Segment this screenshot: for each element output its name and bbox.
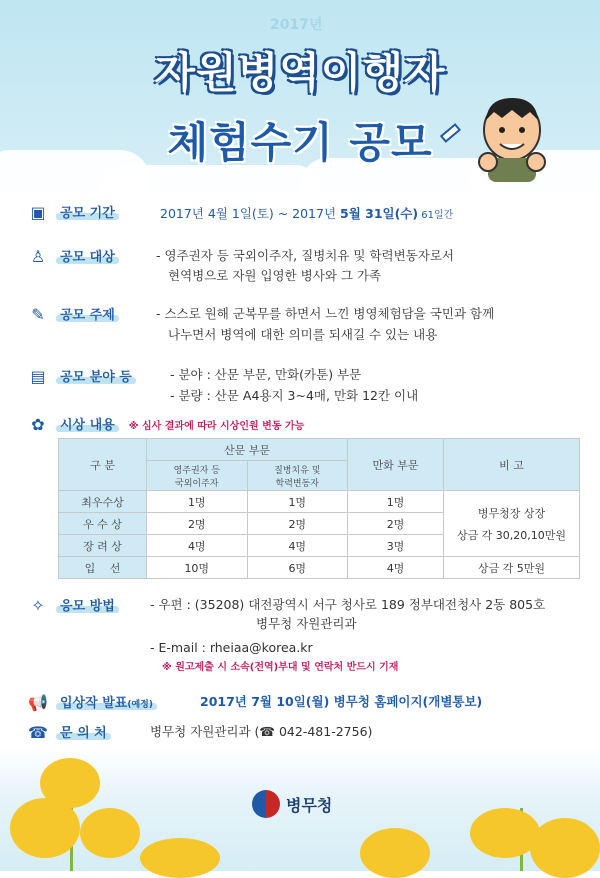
section-target: [28, 246, 119, 266]
target-line-2: 현역병으로 자원 입영한 병사와 그 가족: [168, 268, 382, 283]
announce-label-text: 입상작 발표: [60, 696, 128, 711]
row-name: 장 려 상: [59, 535, 147, 557]
section-period: [28, 202, 119, 222]
period-bold: 5월 31일(수): [340, 206, 419, 221]
target-line-1: - 영주권자 등 국외이주자, 질병치유 및 학력변동자로서: [156, 248, 454, 263]
contact-text: 병무청 자원관리과 (☎ 042-481-2756): [150, 724, 373, 739]
mma-logo: [252, 790, 332, 818]
cell: 2명: [147, 513, 248, 535]
award-label: 시상 내용: [56, 414, 119, 433]
apply-line-3: - E-mail : rheiaa@korea.kr: [150, 640, 313, 655]
table-row: [59, 557, 580, 579]
section-theme: [28, 304, 119, 324]
cell: 3명: [348, 535, 444, 557]
ghost-year: 2017년: [270, 17, 323, 33]
theme-label: 공모 주제: [56, 304, 119, 323]
row-name: 최우수상: [59, 491, 147, 513]
pencil-icon: [436, 120, 464, 148]
header-banner: [0, 0, 600, 192]
document-icon: ▤: [30, 366, 46, 386]
logo-text: 병무청: [286, 795, 333, 815]
cell: 2명: [348, 513, 444, 535]
th-sub-2: 질병치유 및 학력변동자: [247, 461, 348, 491]
section-award: [28, 414, 304, 434]
th-gubun: 구 분: [59, 439, 147, 491]
th-cartoon: 만화 부문: [348, 439, 444, 491]
phone-icon: ☎: [28, 722, 48, 742]
cell: 1명: [147, 491, 248, 513]
period-label: 공모 기간: [56, 202, 119, 221]
th-prose: 산문 부문: [147, 439, 348, 461]
cell: 2명: [247, 513, 348, 535]
lightbulb-icon: ✧: [31, 595, 45, 615]
apply-label: 응모 방법: [56, 595, 119, 614]
row-name: 우 수 상: [59, 513, 147, 535]
apply-line-1: - 우편 : (35208) 대전광역시 서구 청사로 189 정부대전청사 2동 805호: [150, 597, 546, 612]
calendar-icon: ▣: [30, 202, 46, 222]
period-value: [160, 204, 453, 225]
note-line-2: 상금 각 30,20,10만원: [456, 528, 567, 542]
section-contact: [28, 722, 111, 742]
cell: 4명: [247, 535, 348, 557]
theme-line-1: - 스스로 원해 군복무를 하면서 느낀 병영체험담을 국민과 함께: [156, 306, 495, 321]
award-note: ※ 심사 결과에 따라 시상인원 변동 가능: [128, 421, 305, 432]
cell: 1명: [348, 491, 444, 513]
apply-note: ※ 원고제출 시 소속(전역)부대 및 연락처 반드시 기재: [162, 662, 399, 673]
section-field: [28, 366, 136, 386]
title-line-1: 자원병역이행자: [154, 48, 446, 97]
period-prefix: 2017년 4월 1일(토) ~ 2017년: [160, 206, 340, 221]
note-icon: ✎: [31, 304, 45, 324]
title-line-2: 체험수기 공모: [167, 118, 433, 167]
field-label: 공모 분야 등: [56, 366, 136, 385]
target-label: 공모 대상: [56, 246, 119, 265]
cell: 1명: [247, 491, 348, 513]
contact-label: 문 의 처: [56, 722, 111, 741]
note-line-1: 병무청장 상장: [477, 506, 546, 520]
period-suffix: 61일간: [418, 210, 454, 221]
th-sub-1: 영주권자 등 국외이주자: [147, 461, 248, 491]
field-line-1: - 분야 : 산문 부문, 만화(카툰) 부문: [170, 367, 362, 382]
cell: 10명: [147, 557, 248, 579]
soldier-mascot-icon: [478, 92, 546, 184]
row-name: 입 선: [59, 557, 147, 579]
announce-text: 2017년 7월 10일(월) 병무청 홈페이지(개별통보): [200, 694, 483, 709]
section-apply: [28, 595, 119, 615]
note-cell: 상금 각 5만원: [444, 557, 580, 579]
cell: 4명: [348, 557, 444, 579]
announce-label-small: (예정): [127, 700, 153, 710]
apply-line-2: 병무청 자원관리과: [256, 616, 357, 631]
cell: 4명: [147, 535, 248, 557]
cell: 6명: [247, 557, 348, 579]
note-cell: [444, 491, 580, 557]
field-line-2: - 분량 : 산문 A4용지 3~4매, 만화 12칸 이내: [170, 388, 419, 403]
person-icon: ♙: [30, 246, 46, 266]
award-table: [58, 438, 580, 579]
announce-label: [56, 692, 157, 711]
taegeuk-icon: [252, 790, 280, 818]
th-note: 비 고: [444, 439, 580, 491]
flower-icon: ✿: [31, 414, 45, 434]
table-row: [59, 491, 580, 513]
megaphone-icon: 📢: [28, 692, 48, 712]
section-announce: [28, 692, 157, 712]
theme-line-2: 나누면서 병역에 대한 의미를 되새길 수 있는 내용: [168, 327, 438, 342]
